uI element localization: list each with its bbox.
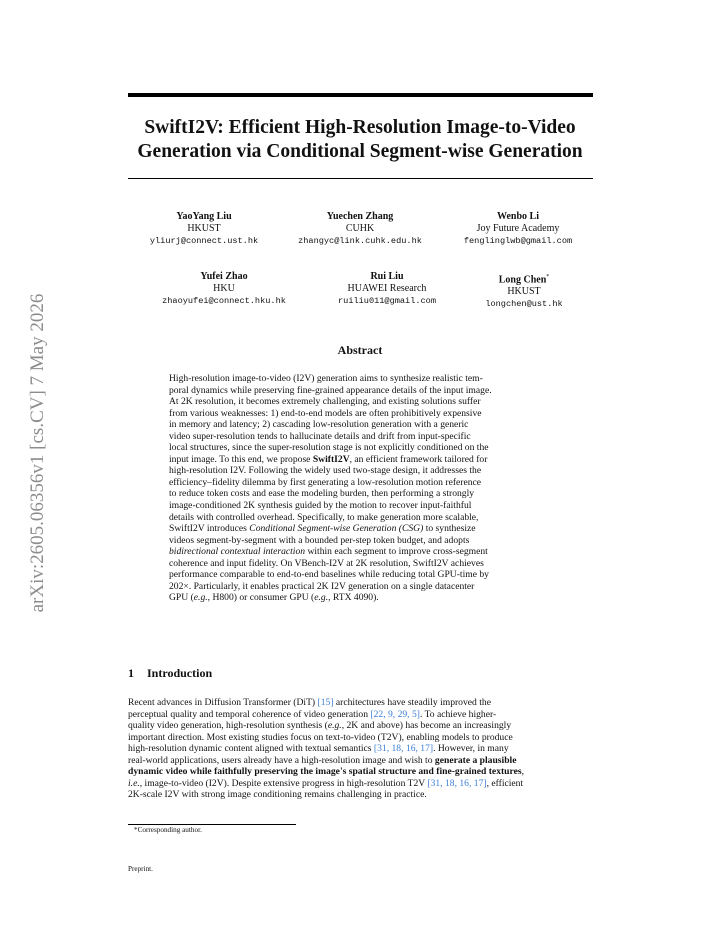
citation-link[interactable]: [31, 18, 16, 17] [373,743,434,755]
intro-line: quality video generation, high-resolution synthesis (e.g., 2K and above) has become an increasingly [128,720,512,732]
author-email[interactable]: longchen@ust.hk [485,299,563,310]
intro-line: perceptual quality and temporal coherence of video generation [22, 9, 29, 5]. To achieve higher- [128,708,497,720]
paper-title [110,116,610,164]
author-affiliation: Joy Future Academy [476,223,560,234]
corresponding-mark: * [546,274,550,280]
author-email[interactable]: zhangyc@link.cuhk.edu.hk [298,236,422,246]
abstract-line: details with controlled overhead. Specifically, to make generation more scalable, [169,511,479,523]
author-name: YaoYang Liu [176,211,232,222]
abstract-heading: Abstract [337,343,383,357]
author-email[interactable]: ruiliu011@gmail.com [338,296,436,306]
author-name: Yufei Zhao [200,271,248,282]
section-heading [128,666,212,681]
author-email[interactable]: zhaoyufei@connect.hku.hk [162,296,286,306]
citation-link[interactable]: [15] [317,697,334,708]
abstract-line: coherence and input fidelity. On VBench-I2V at 2K resolution, SwiftI2V achieves [169,557,484,569]
intro-line: high-resolution dynamic content aligned with textual semantics [31, 18, 16, 17]. However, in many [128,743,509,755]
abstract-line: video super-resolution tends to hallucinate details and drift from input-specific [169,430,471,442]
italic-text: e.g. [314,592,329,604]
abstract-line: input image. To this end, we propose SwiftI2V, an efficient framework tailored for [169,453,488,465]
introduction-body [128,697,594,801]
abstract-line: efficiency–fidelity dilemma by first generating a low-resolution motion reference [169,476,482,488]
abstract-body [169,373,553,604]
italic-text: Conditional Segment-wise Generation (CSG) [249,523,424,535]
title-line-2: Generation via Conditional Segment-wise Generation [137,141,583,162]
footnote-rule [128,824,296,825]
italic-text: i.e. [128,777,140,789]
section-number: 1 [128,666,134,680]
abstract-line: High-resolution image-to-video (I2V) generation aims to synthesize realistic tem- [169,373,483,384]
preprint-note: Preprint. [128,865,153,873]
intro-line: 2K-scale I2V with strong image conditioning remains challenging in practice. [128,789,427,801]
author-affiliation: HKUST [187,223,221,234]
author-email[interactable]: yliurj@connect.ust.hk [149,236,259,246]
abstract-line: videos segment-by-segment with a bounded per-step token budget, and adopts [169,534,470,546]
footnote: *Corresponding author. [134,826,202,834]
title-line-1: SwiftI2V: Efficient High-Resolution Image-to-Video [144,117,576,138]
italic-text: e.g. [327,720,342,732]
bold-text: SwiftI2V [312,453,350,465]
bold-text: dynamic video while faithfully preserving the image's spatial structure and fine-grained textures [128,766,522,778]
author-name: Wenbo Li [497,211,539,222]
author-block [418,211,618,248]
author-affiliation: HUAWEI Research [347,283,427,294]
italic-text: bidirectional contextual interaction [169,546,306,558]
abstract-line: in memory and latency; 2) cascading low-resolution generation with a generic [169,419,469,431]
intro-line: dynamic video while faithfully preserving the image's spatial structure and fine-grained textures, [128,766,525,778]
abstract-line: to reduce token costs and ease the modeling burden, then performing a strongly [169,488,475,500]
abstract-line: image-conditioned 2K synthesis guided by the motion to recover input-faithful [169,500,472,512]
intro-line: real-world applications, users already have a high-resolution image and wish to generate a plausible [128,754,517,766]
author-email[interactable]: fenglinglwb@gmail.com [463,236,573,246]
intro-line: important direction. Most existing studies focus on text-to-video (T2V), enabling models to produce [128,731,513,743]
intro-line: i.e., image-to-video (I2V). Despite extensive progress in high-resolution T2V [31, 18, 16, 17], efficient [128,777,524,789]
abstract-line: bidirectional contextual interaction within each segment to improve cross-segment [169,546,488,558]
bold-text: generate a plausible [434,754,517,766]
abstract-line: from various weaknesses: 1) end-to-end models are often prohibitively expensive [169,407,482,419]
author-block [424,271,624,311]
author-affiliation: HKUST [507,286,541,298]
intro-line: Recent advances in Diffusion Transformer (DiT) [15] architectures have steadily improved the [128,697,491,708]
author-name-corresponding: Long Chen* [498,274,550,286]
citation-link[interactable]: [31, 18, 16, 17] [427,777,487,789]
italic-text: e.g. [193,592,208,604]
title-bottom-rule [128,178,593,179]
title-top-rule [128,93,593,97]
abstract-line: poral dynamics while preserving fine-grained appearance details of the input image. [169,384,492,396]
author-affiliation: CUHK [345,223,375,234]
arxiv-identifier: arXiv:2605.06356v1 [cs.CV] 7 May 2026 [27,293,48,613]
section-title: Introduction [147,666,213,680]
abstract-line: high-resolution I2V. Following the widely used two-stage design, it addresses the [169,465,482,477]
citation-link[interactable]: [22, 9, 29, 5] [370,708,420,720]
abstract-line: SwiftI2V introduces Conditional Segment-wise Generation (CSG) to synthesize [169,523,476,535]
abstract-line: local structures, since the super-resolution stage is not explicitly conditioned on the [169,442,489,454]
abstract-line: GPU (e.g., H800) or consumer GPU (e.g., RTX 4090). [169,592,379,604]
abstract-line: performance comparable to end-to-end baselines while reducing total GPU-time by [169,569,489,581]
author-affiliation: HKU [213,283,235,294]
author-name: Rui Liu [370,271,404,282]
abstract-line: At 2K resolution, it becomes extremely challenging, and existing solutions suffer [169,396,481,408]
abstract-line: 202×. Particularly, it enables practical 2K I2V generation on a single datacenter [169,580,475,592]
author-name: Yuechen Zhang [326,211,394,222]
